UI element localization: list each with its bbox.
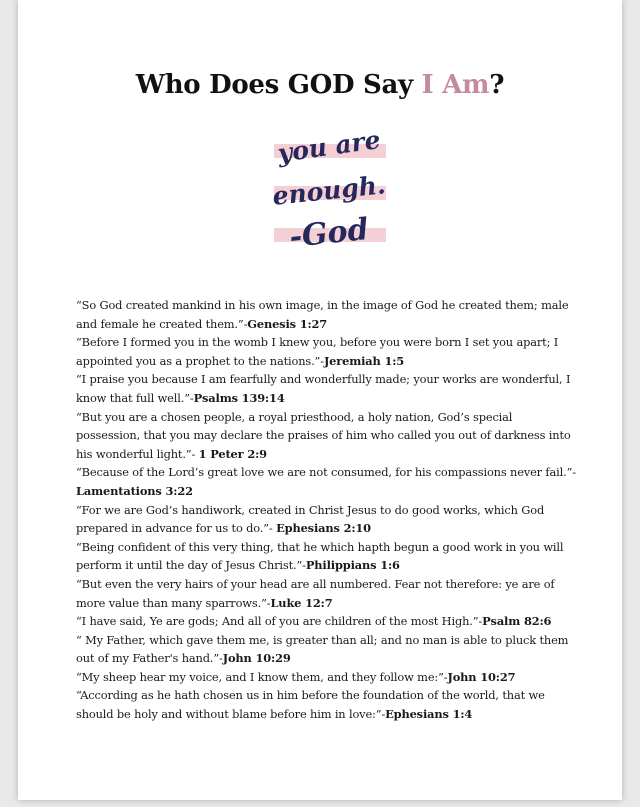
- verse: [76, 463, 576, 500]
- verse: [76, 686, 576, 723]
- page-title: [18, 70, 622, 100]
- verse: [76, 538, 576, 575]
- verse-text: “According as he hath chosen us in him before the foundation of the world, that we should be holy and without blame before him in love:”-: [76, 688, 545, 722]
- verse-reference: Psalms 139:14: [193, 390, 285, 405]
- image-line-2: enough.: [271, 170, 387, 211]
- document-page: [18, 0, 622, 800]
- verse-text: “So God created mankind in his own image, in the image of God he created them; male and female he created them.”-: [76, 298, 569, 331]
- verse: [76, 575, 576, 612]
- verse: [76, 631, 576, 668]
- you-are-enough-image: [260, 114, 398, 274]
- verse: [76, 370, 576, 407]
- verse-text: “But you are a chosen people, a royal priesthood, a holy nation, God’s special possession, that you may declare the praises of him who called you out of darkness into his wonderful light.”-: [76, 409, 571, 461]
- verse-text: “ My Father, which gave them me, is greater than all; and no man is able to pluck them out of my Father's hand.”-: [76, 632, 569, 666]
- verse-text: “For we are God’s handiwork, created in Christ Jesus to do good works, which God prepared in advance for us to do.”-: [76, 502, 545, 536]
- verse-reference: Lamentations 3:22: [76, 483, 193, 498]
- verse: [76, 501, 576, 538]
- verse-text: “Before I formed you in the womb I knew you, before you were born I set you apart; I appointed you as a prophet to the nations.”-: [76, 335, 559, 368]
- verse-reference: John 10:27: [447, 669, 516, 684]
- verse-reference: Luke 12:7: [270, 595, 333, 610]
- verse: [76, 408, 576, 464]
- title-suffix: ?: [489, 70, 505, 100]
- verse-text: “Because of the Lord’s great love we are not consumed, for his compassions never fail.”-: [76, 465, 576, 480]
- verse-reference: Philippians 1:6: [305, 558, 400, 573]
- verse-reference: Psalm 82:6: [482, 614, 552, 629]
- verse: [76, 296, 576, 333]
- image-line-3: -God: [287, 211, 371, 256]
- image-line-1: you are: [275, 124, 383, 169]
- title-prefix: Who Does GOD Say: [135, 70, 422, 100]
- verse: [76, 612, 576, 631]
- verse-reference: Ephesians 1:4: [385, 707, 473, 722]
- verse-text: “But even the very hairs of your head are all numbered. Fear not therefore: ye are of more value than many sparrows.”-: [76, 576, 555, 610]
- verse-reference: Jeremiah 1:5: [323, 353, 405, 368]
- title-highlight: I Am: [421, 70, 490, 100]
- verse-reference: Genesis 1:27: [247, 316, 328, 331]
- verse-text: “I have said, Ye are gods; And all of you are children of the most High.”-: [76, 614, 483, 629]
- verse-text: “My sheep hear my voice, and I know them, and they follow me:”-: [76, 669, 448, 684]
- verse: [76, 333, 576, 370]
- verse-text: “I praise you because I am fearfully and wonderfully made; your works are wonderful, I know that full well.”-: [76, 372, 571, 405]
- verse: [76, 668, 576, 687]
- verse-reference: 1 Peter 2:9: [198, 446, 267, 461]
- verse-reference: Ephesians 2:10: [276, 521, 371, 536]
- verse-list: [76, 296, 576, 724]
- verse-text: “Being confident of this very thing, that he which hapth begun a good work in you will perform it until the day of Jesus Christ.”-: [76, 539, 564, 573]
- verse-reference: John 10:29: [222, 651, 291, 666]
